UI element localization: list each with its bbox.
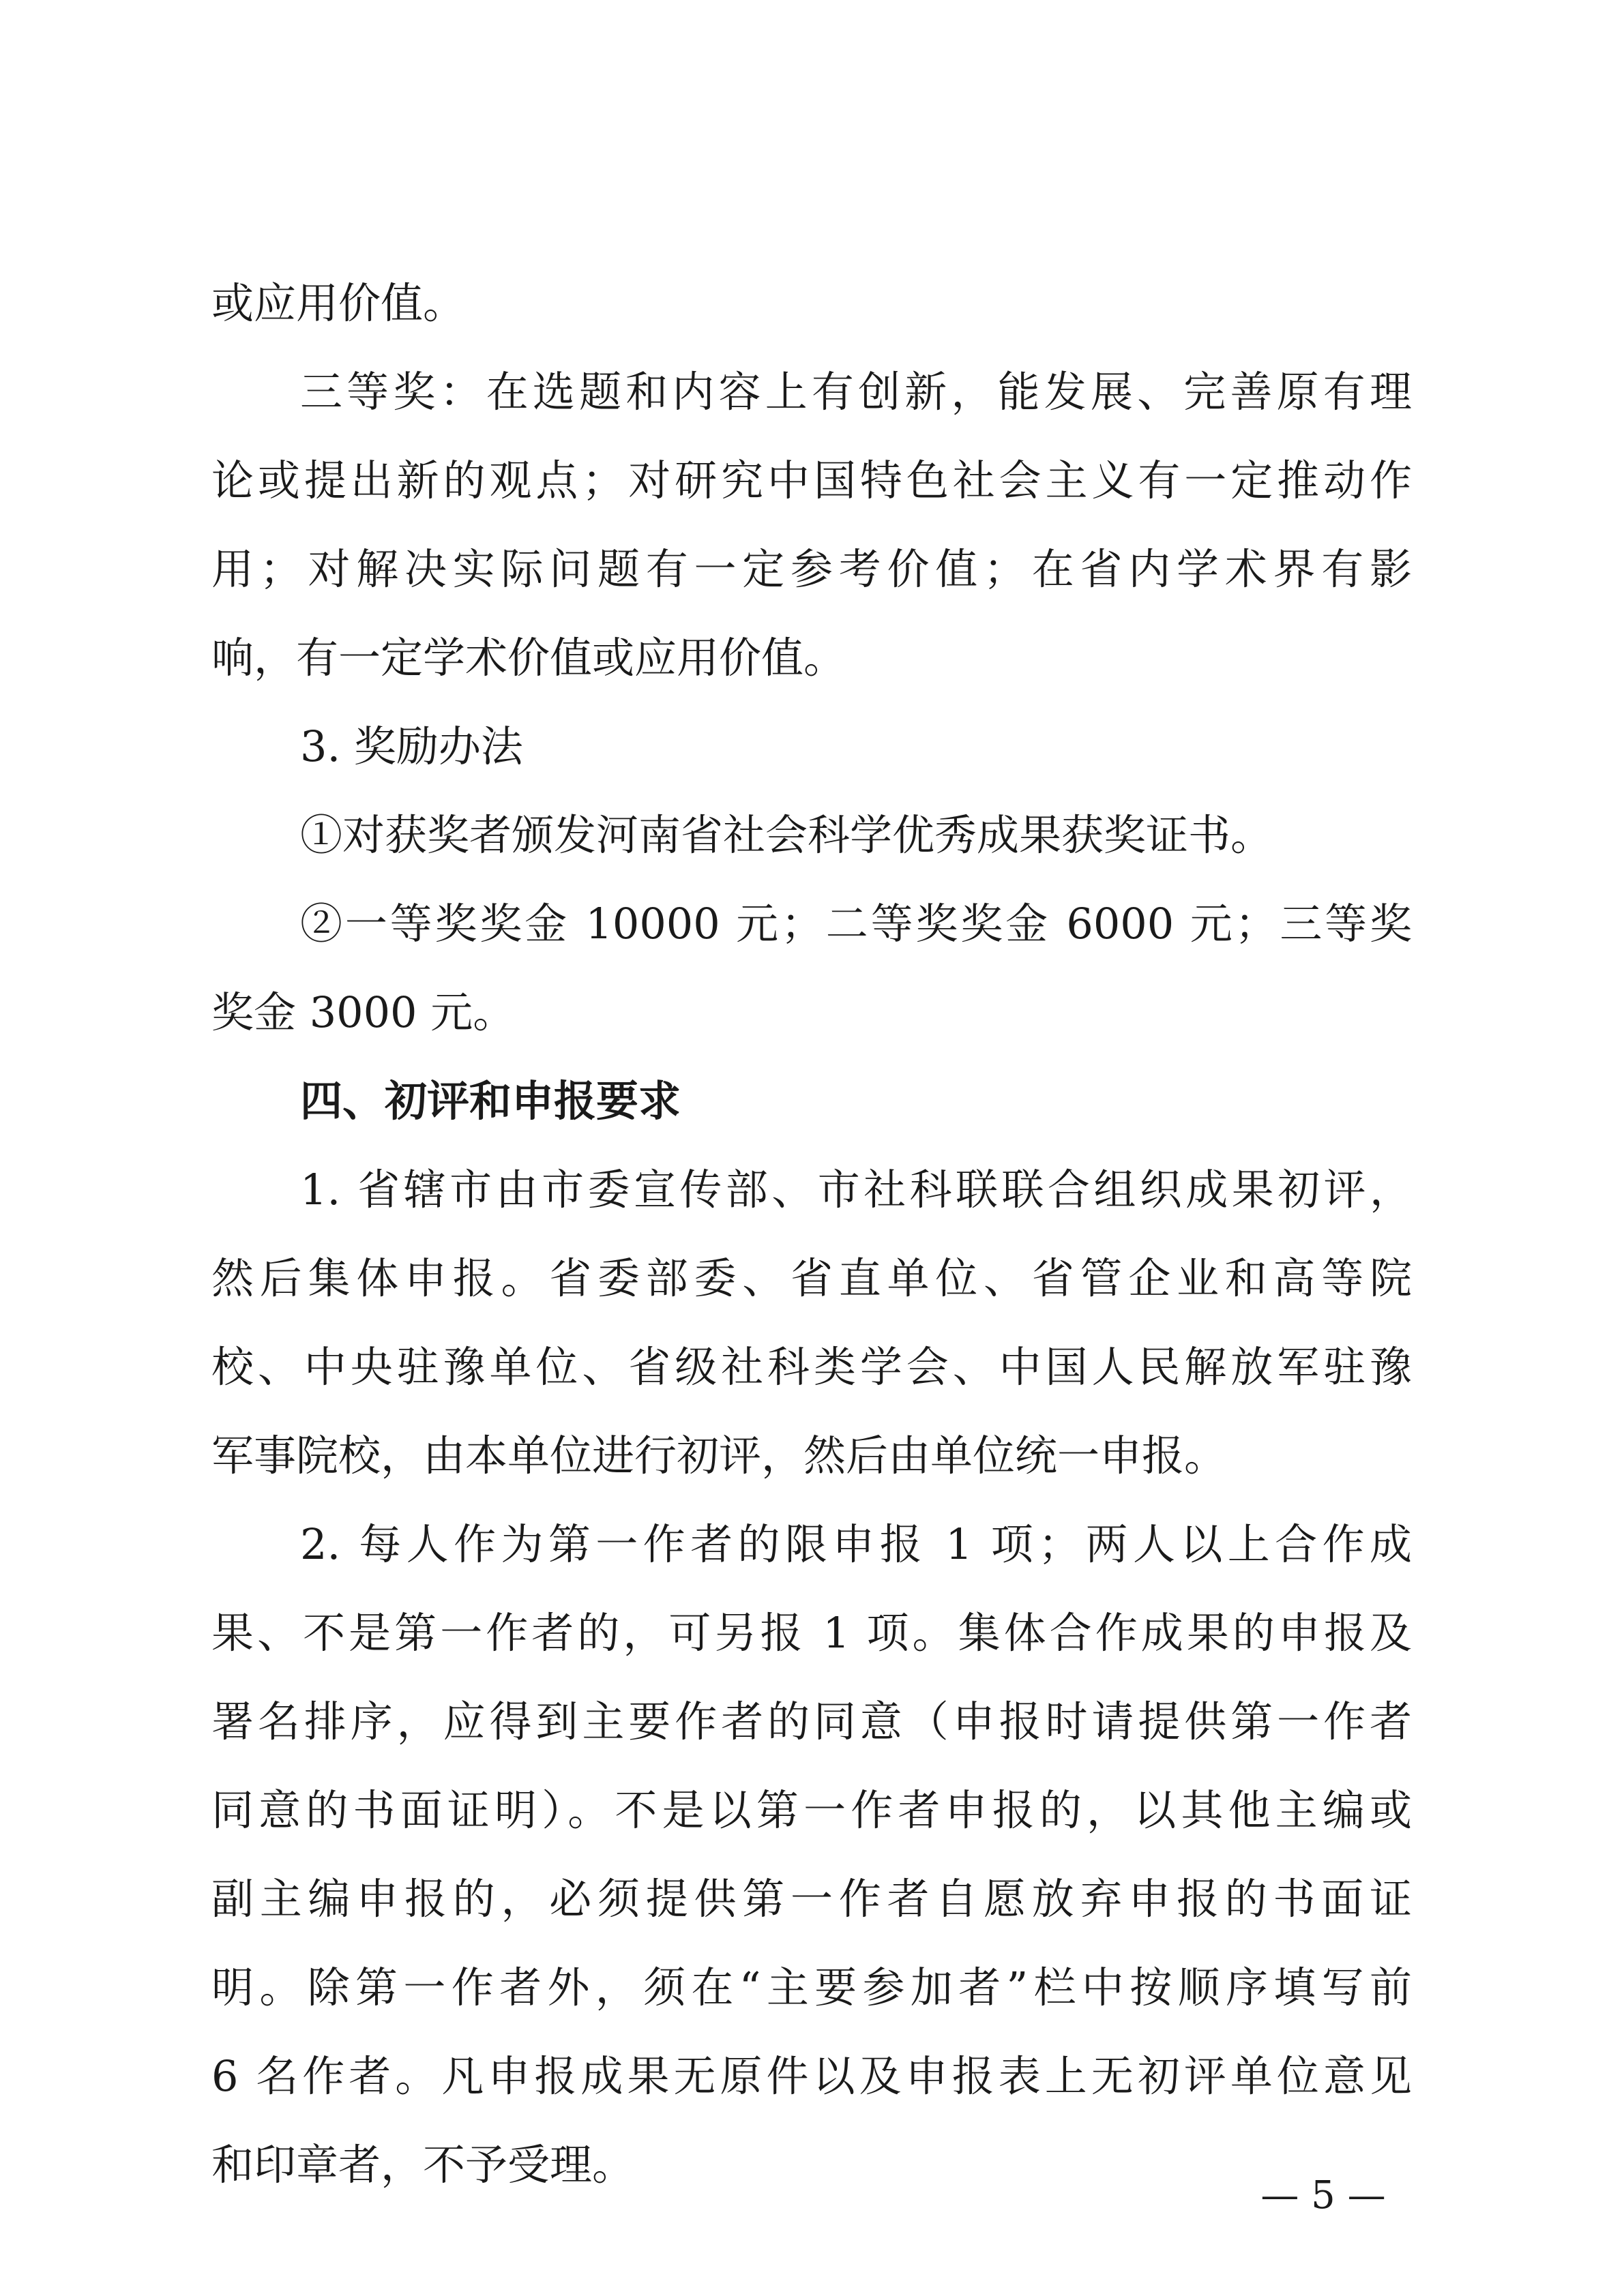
text-line: 1. 省辖市由市委宣传部、市社科联联合组织成果初评，: [300, 1165, 1412, 1214]
text-line: 论或提出新的观点；对研究中国特色社会主义有一定推动作: [211, 456, 1412, 505]
text-line: ②一等奖奖金 10000 元；二等奖奖金 6000 元；三等奖: [300, 899, 1412, 949]
text-line: 或应用价值。: [211, 278, 466, 328]
text-line: 6 名作者。凡申报成果无原件以及申报表上无初评单位意见: [211, 2051, 1412, 2101]
text-line: 军事院校，由本单位进行初评，然后由单位统一申报。: [211, 1431, 1227, 1480]
text-line: 响，有一定学术价值或应用价值。: [211, 633, 846, 683]
text-line: 和印章者，不予受理。: [211, 2140, 635, 2190]
page-number: — 5 —: [1260, 2173, 1386, 2218]
text-line: 用；对解决实际问题有一定参考价值；在省内学术界有影: [211, 544, 1412, 594]
text-line: 同意的书面证明）。不是以第一作者申报的，以其他主编或: [211, 1785, 1412, 1835]
text-line: ①对获奖者颁发河南省社会科学优秀成果获奖证书。: [300, 810, 1273, 860]
section-subheading: 3. 奖励办法: [300, 721, 523, 771]
text-line: 奖金 3000 元。: [211, 987, 516, 1037]
text-line: 校、中央驻豫单位、省级社科类学会、中国人民解放军驻豫: [211, 1342, 1412, 1392]
text-line: 2. 每人作为第一作者的限申报 1 项；两人以上合作成: [300, 1519, 1412, 1569]
text-line: 三等奖：在选题和内容上有创新，能发展、完善原有理: [300, 367, 1412, 417]
section-heading: 四、初评和申报要求: [300, 1076, 681, 1126]
text-line: 果、不是第一作者的，可另报 1 项。集体合作成果的申报及: [211, 1608, 1412, 1658]
text-line: 然后集体申报。省委部委、省直单位、省管企业和高等院: [211, 1253, 1412, 1303]
text-line: 副主编申报的，必须提供第一作者自愿放弃申报的书面证: [211, 1874, 1412, 1924]
text-line: 明。除第一作者外，须在“主要参加者”栏中按顺序填写前: [211, 1963, 1412, 2012]
text-line: 署名排序，应得到主要作者的同意（申报时请提供第一作者: [211, 1697, 1412, 1746]
